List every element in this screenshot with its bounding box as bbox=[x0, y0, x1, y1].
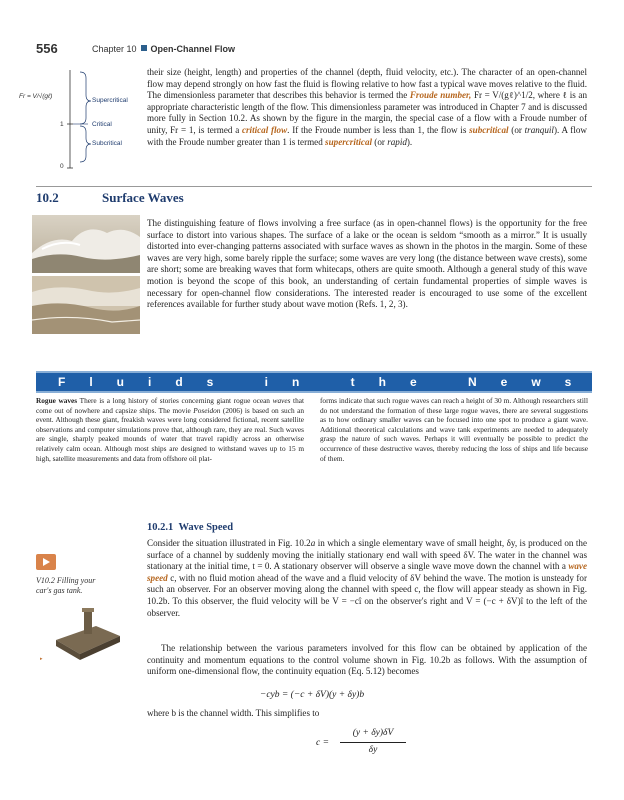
news-movie: Poseidon bbox=[193, 405, 221, 415]
intro-text-2: Fr = V/(gℓ)^1/2, where ℓ is an appropriate characteristic length of the flow. This dimensionless parameter was introduced in Chapter 7 and is discussed more fully in Section 10.2. As shown by the figure in the margin, the special case of a flow with a Froude number of unity, Fr = 1, is termed a bbox=[147, 90, 587, 135]
subcritical-term: subcritical bbox=[469, 124, 509, 135]
equation-connector-text: where b is the channel width. This simplifies to bbox=[147, 708, 320, 718]
sub-text-3: c, with no fluid motion ahead of the wave and a fluid velocity of δV behind the wave. The motion is unsteady for such an observer. For an observer moving along the channel with speed c, the flow will appear steady as shown in Fig. 10.2b. To this observer, the fluid velocity will be V = −cî on the observer's right and V = (−c + δV)î to the left of the observer. bbox=[147, 572, 587, 618]
continuity-equation: −cyb = (−c + δV)(y + δy)b bbox=[259, 690, 365, 700]
subsection-heading bbox=[147, 522, 233, 533]
video-caption bbox=[36, 576, 136, 596]
sub-text-1: Consider the situation illustrated in Fig. 10.2 bbox=[147, 538, 311, 548]
section-body: The distinguishing feature of flows involving a free surface (as in open-channel flows) is the opportunity for the free surface to distort into various shapes. The surface of a lake or the ocean is seldom “smooth as a mirror.” It is usually distorted into ever-changing patterns associated with surface waves as shown in the photos in the margin. Some of these waves are very high, some barely ripple the surface; some waves are very long (the distance between wave crests), some are short; some are breaking waves that form whitecaps, others are quite smooth. Although a general study of this wave motion is beyond the scope of this book, an understanding of certain fundamental properties of simple waves is necessary for open-channel flow considerations. The interested reader is encouraged to use some of the excellent references available for further study about wave motion (Refs. 1, 2, 3). bbox=[147, 218, 587, 310]
page-number: 556 bbox=[36, 41, 58, 56]
eq2-lhs: c = bbox=[316, 738, 330, 748]
news-text-3: (2006) is based on such an event. Although these giant, freakish waves were long considered fictional, recent satellite observations and computer simulations prove that, although rare, they are real. Such waves are single, sharply peaked mounds of water that travel rapidly across an otherwise relatively calm ocean. Although most ships are designed to withstand waves up to 15 m high, satellite measurements and data from offshore oil plat- bbox=[36, 405, 304, 463]
subsection-paragraph-2: The relationship between the various parameters involved for this flow can be obtained by application of the continuity and momentum equations to the control volume shown in Fig. 10.2b as follows. With the assumption of uniform one-dimensional flow, the continuity equation (Eq. 5.12) becomes bbox=[147, 643, 587, 677]
video-play-button[interactable] bbox=[36, 554, 56, 570]
froude-formula: Fr = V/√(gℓ) bbox=[19, 93, 53, 100]
froude-number-term: Froude number, bbox=[409, 90, 472, 101]
critical-flow-term: critical flow bbox=[241, 124, 288, 135]
intro-text-6: (or bbox=[372, 136, 388, 147]
news-text-2: that come out of nowhere and capsize ships. The movie bbox=[36, 396, 304, 415]
play-icon bbox=[36, 554, 56, 570]
wave-photo-1 bbox=[32, 215, 140, 273]
news-column-right: forms indicate that such rogue waves can reach a height of 30 m. Although researchers still do not understand the formation of these large rogue waves, there are several suggestions as to how ordinary smaller waves can be focused into one spot to produce a giant wave. Additional theoretical calculations and wave tank experiments are needed to adequately grasp the nature of such waves. Perhaps it will eventually be possible to predict the occurrence of these destructive waves, thereby reducing the loss of ships and life because of them. bbox=[320, 396, 588, 463]
section-number: 10.2 bbox=[36, 190, 59, 205]
wave-speed-equation bbox=[316, 728, 436, 760]
froude-margin-figure bbox=[30, 68, 140, 178]
axis-zero-label: 0 bbox=[60, 163, 64, 170]
subsection-paragraph-1 bbox=[147, 538, 587, 619]
intro-text-7: ). bbox=[406, 136, 413, 147]
axis-one-label: 1 bbox=[60, 121, 64, 128]
wave-photo-2 bbox=[32, 276, 140, 334]
intro-text-1: their size (height, length) and properties of the channel (depth, fluid velocity, etc.). The character of an open-channel flow may depend strongly on how fast the fluid is flowing relative to how fast a typical wave moves relative to the fluid. The dimensionless parameter that describes this behavior is termed the bbox=[147, 67, 587, 101]
intro-paragraph bbox=[147, 67, 587, 148]
video-caption-line2: car's gas tank. bbox=[36, 586, 83, 595]
news-waves: waves bbox=[272, 396, 291, 405]
froude-scale-graphic bbox=[30, 68, 140, 178]
intro-text-4: (or bbox=[508, 124, 525, 135]
video-caption-line1: V10.2 Filling your bbox=[36, 576, 96, 585]
critical-label: Critical bbox=[92, 121, 112, 128]
wave-speed-term: wave speed bbox=[147, 561, 587, 583]
rapid-term: rapid bbox=[387, 136, 407, 147]
eq2-denominator: δy bbox=[368, 745, 378, 755]
eq2-fraction-bar bbox=[340, 742, 406, 743]
gas-tank-photo bbox=[36, 600, 136, 664]
intro-text-5: ). A flow with the Froude number greater than 1 is termed bbox=[147, 124, 587, 147]
intro-text-3: . If the Froude number is less than 1, the flow is bbox=[287, 124, 470, 135]
fluids-in-news-title: Fluids in the News bbox=[58, 375, 596, 389]
header-square-icon bbox=[141, 45, 147, 51]
news-text-1: There is a long history of stories concerning giant rogue ocean bbox=[77, 396, 273, 405]
section-title: Surface Waves bbox=[102, 190, 184, 205]
supercritical-label: Supercritical bbox=[92, 97, 128, 104]
news-lead: Rogue waves bbox=[36, 396, 78, 405]
subcritical-label: Subcritical bbox=[92, 140, 122, 147]
subsection-number: 10.2.1 bbox=[147, 522, 174, 533]
svg-text:▸: ▸ bbox=[40, 656, 43, 662]
section-rule bbox=[36, 186, 592, 187]
tranquil-term: tranquil bbox=[524, 124, 554, 135]
running-header bbox=[92, 44, 235, 54]
chapter-title: Open-Channel Flow bbox=[150, 44, 236, 54]
news-column-left bbox=[36, 396, 304, 463]
sub-fig-a: a bbox=[310, 538, 316, 548]
fluids-in-news-banner bbox=[36, 371, 596, 393]
eq2-numerator: (y + δy)δV bbox=[352, 728, 394, 738]
chapter-label: Chapter 10 bbox=[92, 44, 137, 54]
subsection-title: Wave Speed bbox=[178, 522, 234, 533]
sub-text-2: in which a single elementary wave of small height, δy, is produced on the surface of a channel by suddenly moving the initially stationary end wall with speed δV. The water in the channel was stationary at the initial time, t = 0. A stationary observer will observe a single wave move down the channel with a bbox=[147, 538, 587, 572]
supercritical-term: supercritical bbox=[325, 136, 373, 147]
